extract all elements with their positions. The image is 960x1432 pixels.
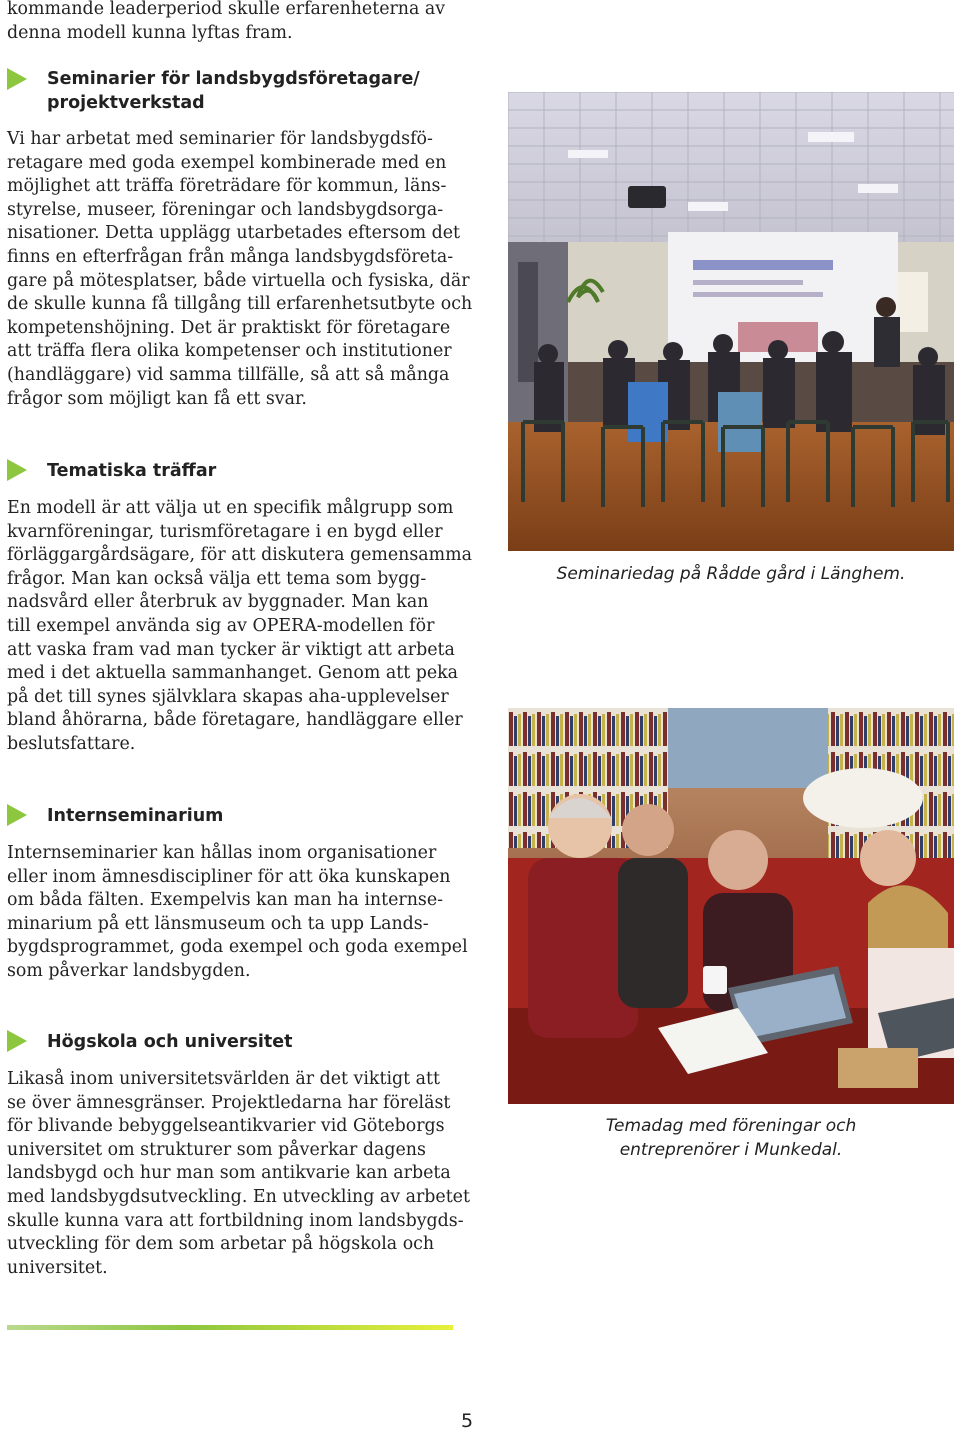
text-line: universitet om strukturer som påverkar dagens	[7, 1139, 426, 1160]
photo-caption	[508, 562, 954, 586]
section-body-tematiska	[7, 497, 473, 757]
text-line: bygdsprogrammet, goda exempel och goda exempel	[7, 937, 468, 958]
text-line: om båda fälten. Exempelvis kan man ha internse-	[7, 890, 443, 911]
text-line: Vi har arbetat med seminarier för landsbygdsfö-	[7, 129, 433, 149]
text-line: till exempel använda sig av OPERA-modellen för	[7, 615, 435, 636]
arrow-bullet-icon	[7, 804, 27, 826]
text-line: för blivande bebyggelseantikvarier vid Göteborgs	[7, 1116, 445, 1137]
text-line: retagare med goda exempel kombinerade med en	[7, 152, 447, 173]
section-heading-internseminarium	[7, 804, 223, 828]
section-heading-hogskola	[7, 1030, 293, 1054]
heading-line: Tematiska träffar	[47, 461, 217, 481]
text-line: med landsbygdsutveckling. En utveckling av arbetet	[7, 1186, 470, 1207]
text-line: som påverkar landsbygden.	[7, 960, 251, 981]
intro-paragraph	[7, 0, 462, 45]
arrow-bullet-icon	[7, 68, 27, 90]
text-line: denna modell kunna lyftas fram.	[7, 22, 293, 43]
heading-line: projektverkstad	[47, 93, 205, 113]
caption-line: entreprenörer i Munkedal.	[619, 1140, 843, 1160]
text-line: kvarnföreningar, turismföretagare i en bygd eller	[7, 521, 443, 542]
photo-caption	[508, 1114, 954, 1162]
section-heading-tematiska	[7, 459, 216, 483]
section-body-internseminarium	[7, 842, 468, 984]
text-line: kompetenshöjning. Det är praktiskt för företagare	[7, 317, 451, 338]
heading-line: Internseminarium	[47, 806, 224, 826]
text-line: Internseminarier kan hållas inom organisationer	[7, 843, 437, 863]
page-number: 5	[461, 1410, 474, 1432]
section-body-seminarier	[7, 128, 473, 411]
text-line: på det till synes självklara skapas aha-upplevelser	[7, 686, 449, 707]
text-line: utveckling för dem som arbetar på högskola och	[7, 1234, 435, 1255]
text-line: eller inom ämnesdiscipliner för att öka kunskapen	[7, 866, 451, 887]
arrow-bullet-icon	[7, 459, 27, 481]
text-line: Likaså inom universitetsvärlden är det viktigt att	[7, 1069, 440, 1089]
text-line: nisationer. Detta upplägg utarbetades eftersom det	[7, 223, 460, 244]
text-line: styrelse, museer, föreningar och landsbygdsorga-	[7, 199, 444, 220]
caption-line: Temadag med föreningar och	[605, 1116, 857, 1136]
text-line: En modell är att välja ut en specifik målgrupp som	[7, 498, 454, 518]
text-line: beslutsfattare.	[7, 733, 136, 754]
text-line: skulle kunna vara att fortbildning inom landsbygds-	[7, 1210, 464, 1231]
text-line: bland åhörarna, både företagare, handläggare eller	[7, 710, 463, 731]
text-line: möjlighet att träffa företrädare för kommun, läns-	[7, 176, 447, 197]
heading-line: Seminarier för landsbygdsföretagare/	[47, 69, 420, 89]
text-line: minarium på ett länsmuseum och ta upp Lands-	[7, 913, 429, 934]
text-line: de skulle kunna få tillgång till erfarenhetsutbyte och	[7, 294, 473, 315]
library-meeting-photo	[508, 708, 954, 1104]
section-heading-seminarier	[7, 67, 420, 115]
caption-line: Seminariedag på Rådde gård i Länghem.	[556, 564, 906, 584]
text-line: gare på mötesplatser, både virtuella och fysiska, där	[7, 270, 470, 291]
arrow-bullet-icon	[7, 1030, 27, 1052]
text-line: se över ämnesgränser. Projektledarna har föreläst	[7, 1092, 451, 1113]
seminar-room-photo	[508, 92, 954, 551]
text-line: att träffa flera olika kompetenser och institutioner	[7, 341, 452, 362]
text-line: universitet.	[7, 1257, 108, 1278]
text-line: att vaska fram vad man tycker är viktigt att arbeta	[7, 639, 455, 660]
text-line: finns en efterfrågan från många landsbygdsföreta-	[7, 246, 454, 267]
green-divider-rule	[7, 1325, 453, 1330]
text-line: förläggargårdsägare, för att diskutera gemensamma	[7, 545, 473, 566]
text-line: frågor. Man kan också välja ett tema som bygg-	[7, 568, 427, 589]
text-line: nadsvård eller återbruk av byggnader. Man kan	[7, 592, 429, 613]
text-line: kommande leaderperiod skulle erfarenheterna av	[7, 0, 446, 19]
section-body-hogskola	[7, 1068, 470, 1280]
text-line: frågor som möjligt kan få ett svar.	[7, 388, 307, 409]
text-line: (handläggare) vid samma tillfälle, så att så många	[7, 364, 450, 385]
text-line: med i det aktuella sammanhanget. Genom att peka	[7, 663, 459, 684]
heading-line: Högskola och universitet	[47, 1032, 293, 1052]
text-line: landsbygd och hur man som antikvarie kan arbeta	[7, 1163, 451, 1184]
